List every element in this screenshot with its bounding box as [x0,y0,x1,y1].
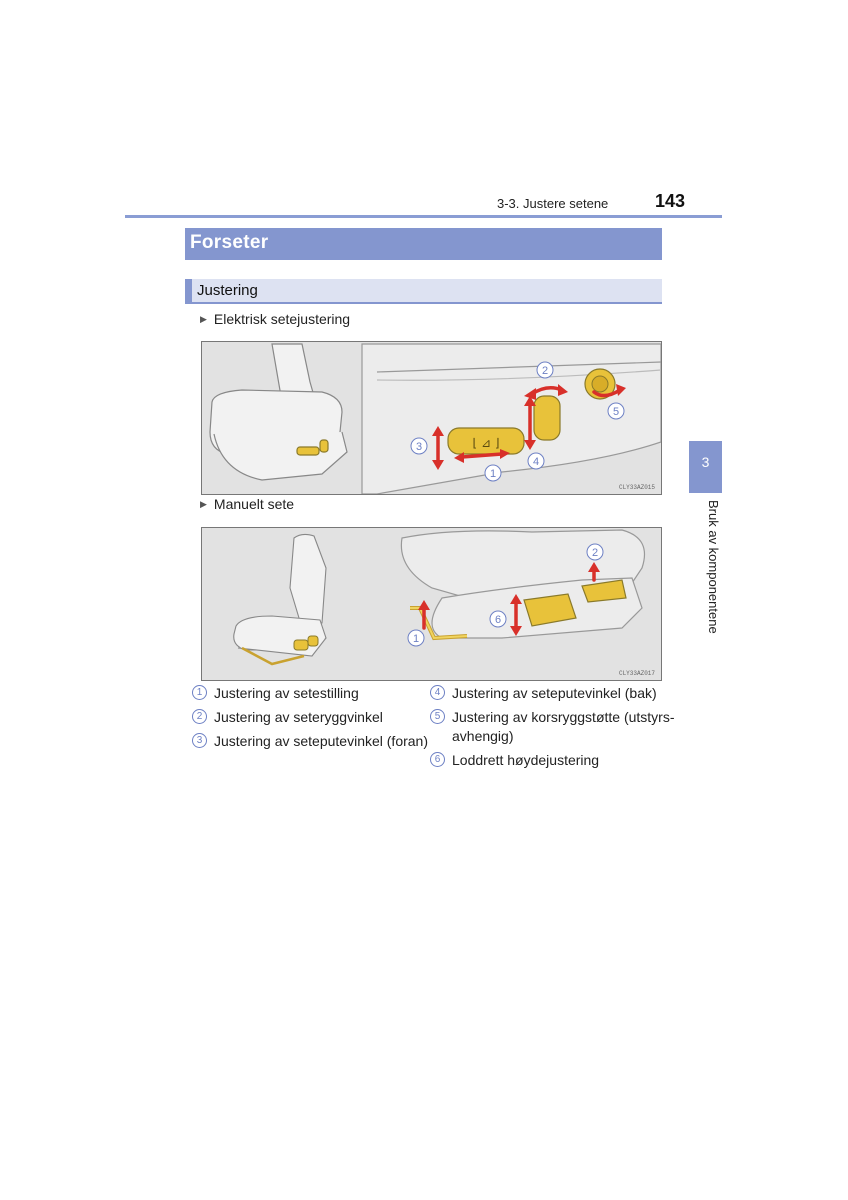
legend-text: Justering av setestilling [214,685,359,701]
chapter-label: Bruk av komponentene [706,500,721,634]
callout-5: 5 [612,406,620,418]
header-rule [125,215,722,218]
legend-text: Justering av seteputevinkel (foran) [214,733,428,749]
legend-text: Justering av seteryggvinkel [214,709,383,725]
figure-code: CLY33AZ015 [618,484,655,491]
bullet-manual [200,496,294,512]
page-title: Forseter [190,232,269,253]
page-number: 143 [655,191,686,211]
legend-number: 4 [430,685,445,700]
legend-text: Justering av seteputevinkel (bak) [452,685,657,701]
legend-number: 3 [192,733,207,748]
chapter-number: 3 [701,454,710,470]
callout-1: 1 [489,468,497,480]
legend-number: 1 [192,685,207,700]
callout-4: 4 [532,456,540,468]
triangle-icon: ▶ [200,314,207,324]
figure-code: CLY33AZ017 [618,670,655,677]
legend-text: avhengig) [452,728,514,744]
legend-number: 2 [192,709,207,724]
manual-seat-illustration [202,528,661,680]
chapter-tab[interactable] [689,441,722,493]
subtitle-accent [185,279,192,302]
bullet-label: Elektrisk setejustering [213,311,351,327]
section-title: 3-3. Justere setene [497,196,609,211]
subtitle: Justering [197,282,258,299]
callout-3: 3 [415,441,423,453]
legend-number: 5 [430,709,445,724]
callout-6: 6 [494,614,502,626]
callout-2: 2 [541,365,549,377]
figure-manual-seat [201,527,662,681]
electric-seat-illustration [202,342,661,494]
legend-text: Loddrett høydejustering [452,752,600,768]
callout-1: 1 [412,633,420,645]
svg-text:⌊ ⊿ ⌋: ⌊ ⊿ ⌋ [472,436,500,450]
figure-electric-seat [201,341,662,495]
callout-2: 2 [591,547,599,559]
legend-number: 6 [430,752,445,767]
bullet-electric [200,311,350,327]
triangle-icon: ▶ [200,499,207,509]
title-bar [185,228,662,260]
legend-text: Justering av korsryggstøtte (utstyrs- [452,709,675,725]
subtitle-bar [185,279,662,304]
bullet-label: Manuelt sete [213,496,295,512]
